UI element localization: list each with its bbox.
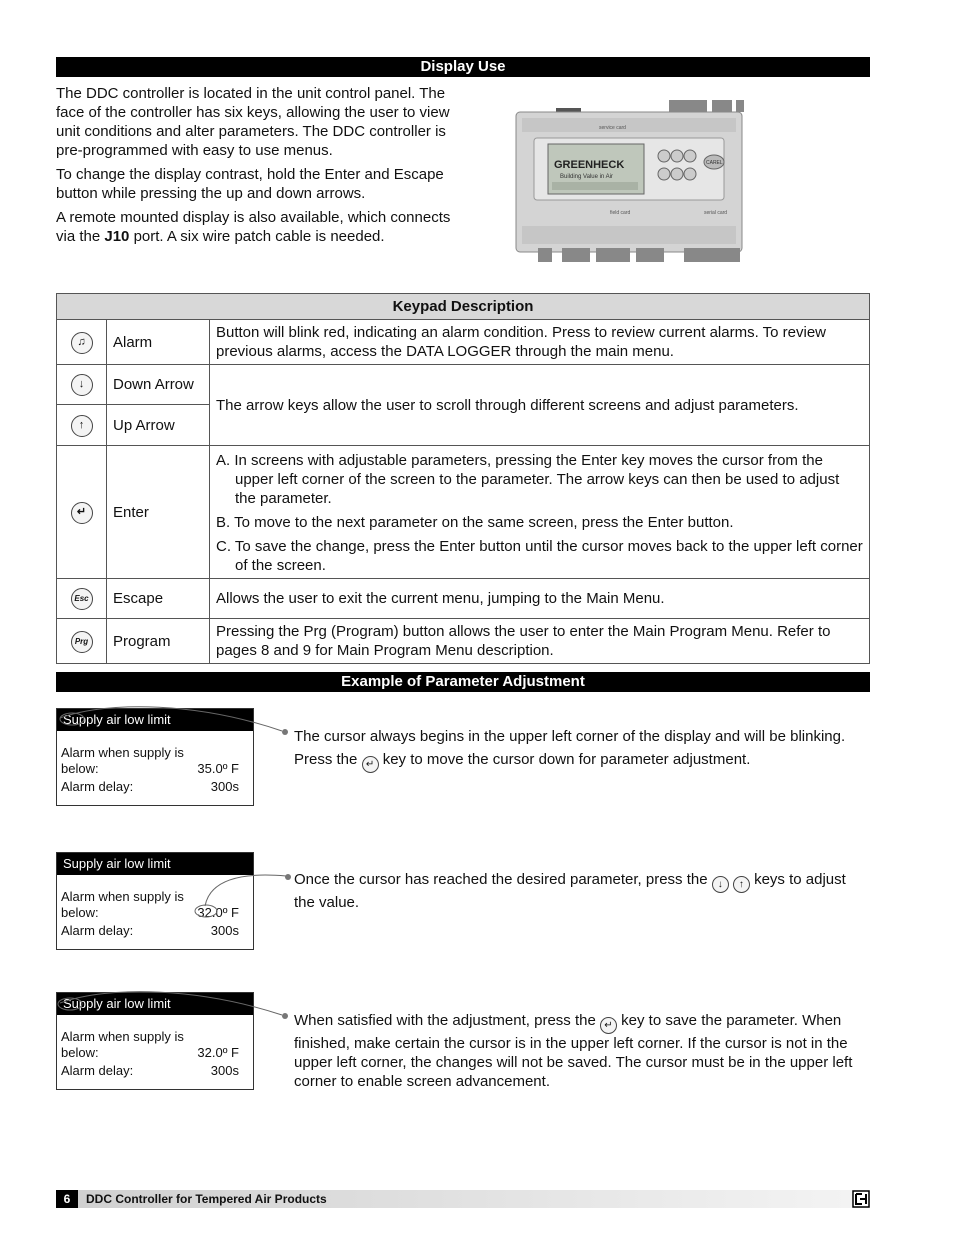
screen-value: 32.0º F xyxy=(197,905,239,920)
key-name: Enter xyxy=(107,446,210,579)
screen-label: Alarm delay: xyxy=(61,779,134,794)
bell-icon: ♫ xyxy=(71,332,93,354)
screen-header: Supply air low limit xyxy=(57,853,253,875)
intro-paragraph-1: The DDC controller is located in the unit control panel. The face of the controller has six keys, allowing the user to view unit conditions and alter parameters. The DDC controller is pre-programmed with easy to use menus. xyxy=(56,85,450,159)
arrow-down-icon: ↓ xyxy=(71,374,93,396)
screen-value: 300s xyxy=(210,923,239,938)
lcd-tagline: Building Value in Air xyxy=(560,174,613,180)
screen-value: 32.0º F xyxy=(197,1045,239,1060)
enter-icon: ↵ xyxy=(71,502,93,524)
screen-value: 35.0º F xyxy=(197,761,239,776)
screen-header: Supply air low limit xyxy=(57,993,253,1015)
key-description: Button will blink red, indicating an alarm condition. Press to review current alarms. To review previous alarms, access the DATA LOGGER through the main menu. xyxy=(210,320,870,365)
section-title-display-use: Display Use xyxy=(56,57,870,77)
key-name: Down Arrow xyxy=(107,365,210,405)
label-serial-card: serial card xyxy=(704,210,728,216)
greenheck-logo-icon xyxy=(852,1190,870,1208)
step-2-text: Once the cursor has reached the desired parameter, press the ↓ ↑ keys to adjust the value. xyxy=(294,871,846,911)
list-item: B. To move to the next parameter on the same screen, press the Enter button. xyxy=(216,514,734,531)
step-1-text: The cursor always begins in the upper left corner of the display and will be blinking. Press the ↵ key to move the cursor down for parameter adjustment. xyxy=(294,725,870,773)
arrow-up-icon: ↑ xyxy=(733,876,750,893)
screen-line: Alarm when supply is xyxy=(61,745,184,760)
enter-icon: ↵ xyxy=(600,1017,617,1034)
arrow-up-icon: ↑ xyxy=(71,415,93,437)
screen-header: Supply air low limit xyxy=(57,709,253,731)
screen-label: below: xyxy=(61,761,99,776)
screen-line: Alarm when supply is xyxy=(61,1029,184,1044)
list-item: C. To save the change, press the Enter button until the cursor moves back to the upper left corner of the screen. xyxy=(216,538,863,574)
esc-icon: Esc xyxy=(71,588,93,610)
key-name: Program xyxy=(107,619,210,664)
key-name: Escape xyxy=(107,579,210,619)
key-description: Allows the user to exit the current menu, jumping to the Main Menu. xyxy=(210,579,870,619)
screen-line: Alarm when supply is xyxy=(61,889,184,904)
label-service-card: service card xyxy=(599,125,626,131)
screen-value: 300s xyxy=(210,1063,239,1078)
page-footer xyxy=(56,1190,870,1208)
screen-label: Alarm delay: xyxy=(61,923,134,938)
key-description: The arrow keys allow the user to scroll through different screens and adjust parameters. xyxy=(210,365,870,446)
carel-logo: CAREL xyxy=(706,160,723,166)
key-description: Pressing the Prg (Program) button allows the user to enter the Main Program Menu. Refer to pages 8 and 9 for Main Program Menu description. xyxy=(210,619,870,664)
list-item: A. In screens with adjustable parameters, pressing the Enter key moves the cursor from the upper left corner of the screen to the parameter. The arrow keys can then be used to adjust the parameter. xyxy=(216,452,840,507)
key-name: Up Arrow xyxy=(107,405,210,446)
keypad-table-title: Keypad Description xyxy=(57,294,870,320)
lcd-brand: GREENHECK xyxy=(554,159,625,171)
screen-label: below: xyxy=(61,1045,99,1060)
section-title-example: Example of Parameter Adjustment xyxy=(56,672,870,692)
intro-paragraph-3: A remote mounted display is also available, which connects via the J10 port. A six wire patch cable is needed. xyxy=(56,209,451,245)
key-name: Alarm xyxy=(107,320,210,365)
screen-label: Alarm delay: xyxy=(61,1063,134,1078)
screen-value: 300s xyxy=(210,779,239,794)
enter-icon: ↵ xyxy=(362,756,379,773)
label-field-card: field card xyxy=(610,210,631,216)
screen-label: below: xyxy=(61,905,99,920)
footer-title: DDC Controller for Tempered Air Products xyxy=(86,1192,327,1206)
arrow-down-icon: ↓ xyxy=(712,876,729,893)
step-3-text: When satisfied with the adjustment, press the ↵ key to save the parameter. When finished, make certain the cursor is in the upper left corner. If the cursor is not in the upper left corner, the changes will not be saved. The cursor must be in the upper left corner to enable screen advancement. xyxy=(294,1012,853,1090)
intro-paragraph-2: To change the display contrast, hold the Enter and Escape button while pressing the up and down arrows. xyxy=(56,166,444,202)
page-number: 6 xyxy=(56,1190,78,1208)
prg-icon: Prg xyxy=(71,631,93,653)
